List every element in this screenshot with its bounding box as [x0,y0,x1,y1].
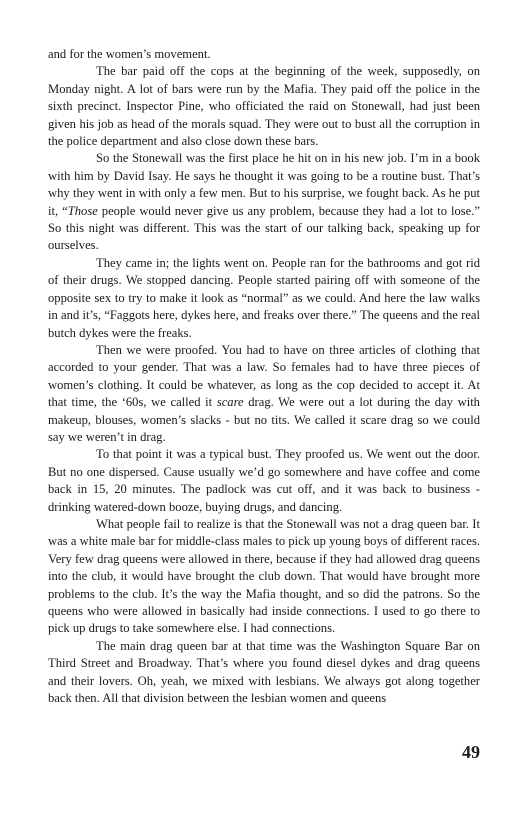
paragraph: To that point it was a typical bust. They proofed us. We went out the door. But no one dispersed. Cause usually we’d go somewhere and have coffee and come back in 15, 20 minutes. The padlock was cut off, and it was back to business - drinking watered-down booze, buying drugs, and dancing. [48,447,480,514]
paragraph-text: people would never give us any problem, because they had a lot to lose.” So this night was different. This was the start of our talking back, speaking up for ourselves. [48,203,480,253]
paragraph: The bar paid off the cops at the beginning of the week, supposedly, on Monday night. A lot of bars were run by the Mafia. They paid off the police in the sixth precinct. Inspector Pine, who officiated the raid on Stonewall, had just been given his job as head of the morals squad. They were out to bust all the corruption in the police department and also close down these bars. [48,64,480,149]
paragraph-text: So the Stonewall was the first place he hit on in his new job. I’m in a book with him by David Isay. He says he thought it was going to be a routine bust. That’s why they went in with only a few men. But to his surprise, we fought back. As he put it, “ [48,151,480,218]
body-text [48,46,480,707]
paragraph-text: Then we were proofed. You had to have on three articles of clothing that accorded to your gender. That was a law. So females had to have three pieces of women’s clothing. It could be whatever, as long as the cop decided to accept it. At that time, the ‘60s, we called it [48,342,480,410]
paragraph: and for the women’s movement. [48,47,211,61]
paragraph: The main drag queen bar at that time was the Washington Square Bar on Third Street and Broadway. That’s where you found diesel dykes and drag queens and their lovers. Oh, yeah, we mixed with lesbians. We always got along together back then. All that division between the lesbian women and queens [48,638,480,706]
paragraph: What people fail to realize is that the Stonewall was not a drag queen bar. It was a white male bar for middle-class males to pick up young boys of different races. Very few drag queens were allowed in there, because if they had allowed drag queens into the club, it would have brought the club down. That would have brought more problems to the club. It’s the way the Mafia thought, and so did the patrons. So the queens who were allowed in basically had inside connections. I used to go there to pick up drugs to take somewhere else. I had connections. [48,516,480,636]
paragraph [48,342,480,446]
emphasized-word: scare [216,395,244,410]
emphasized-word: Those [67,203,98,218]
paragraph-text: drag. We were out a lot during the day with makeup, blouses, women’s slacks - but no tits. We called it scare drag so we could say we weren’t in drag. [48,395,480,444]
paragraph: They came in; the lights went on. People ran for the bathrooms and got rid of their drugs. We stopped dancing. People started pairing off with someone of the opposite sex to try to make it look as “normal” as we could. And here the law walks in and it’s, “Faggots here, dykes here, and freaks over there.” The queens and the real butch dykes were the freaks. [48,255,480,340]
paragraph [48,150,480,254]
page-number: 49 [462,742,480,762]
